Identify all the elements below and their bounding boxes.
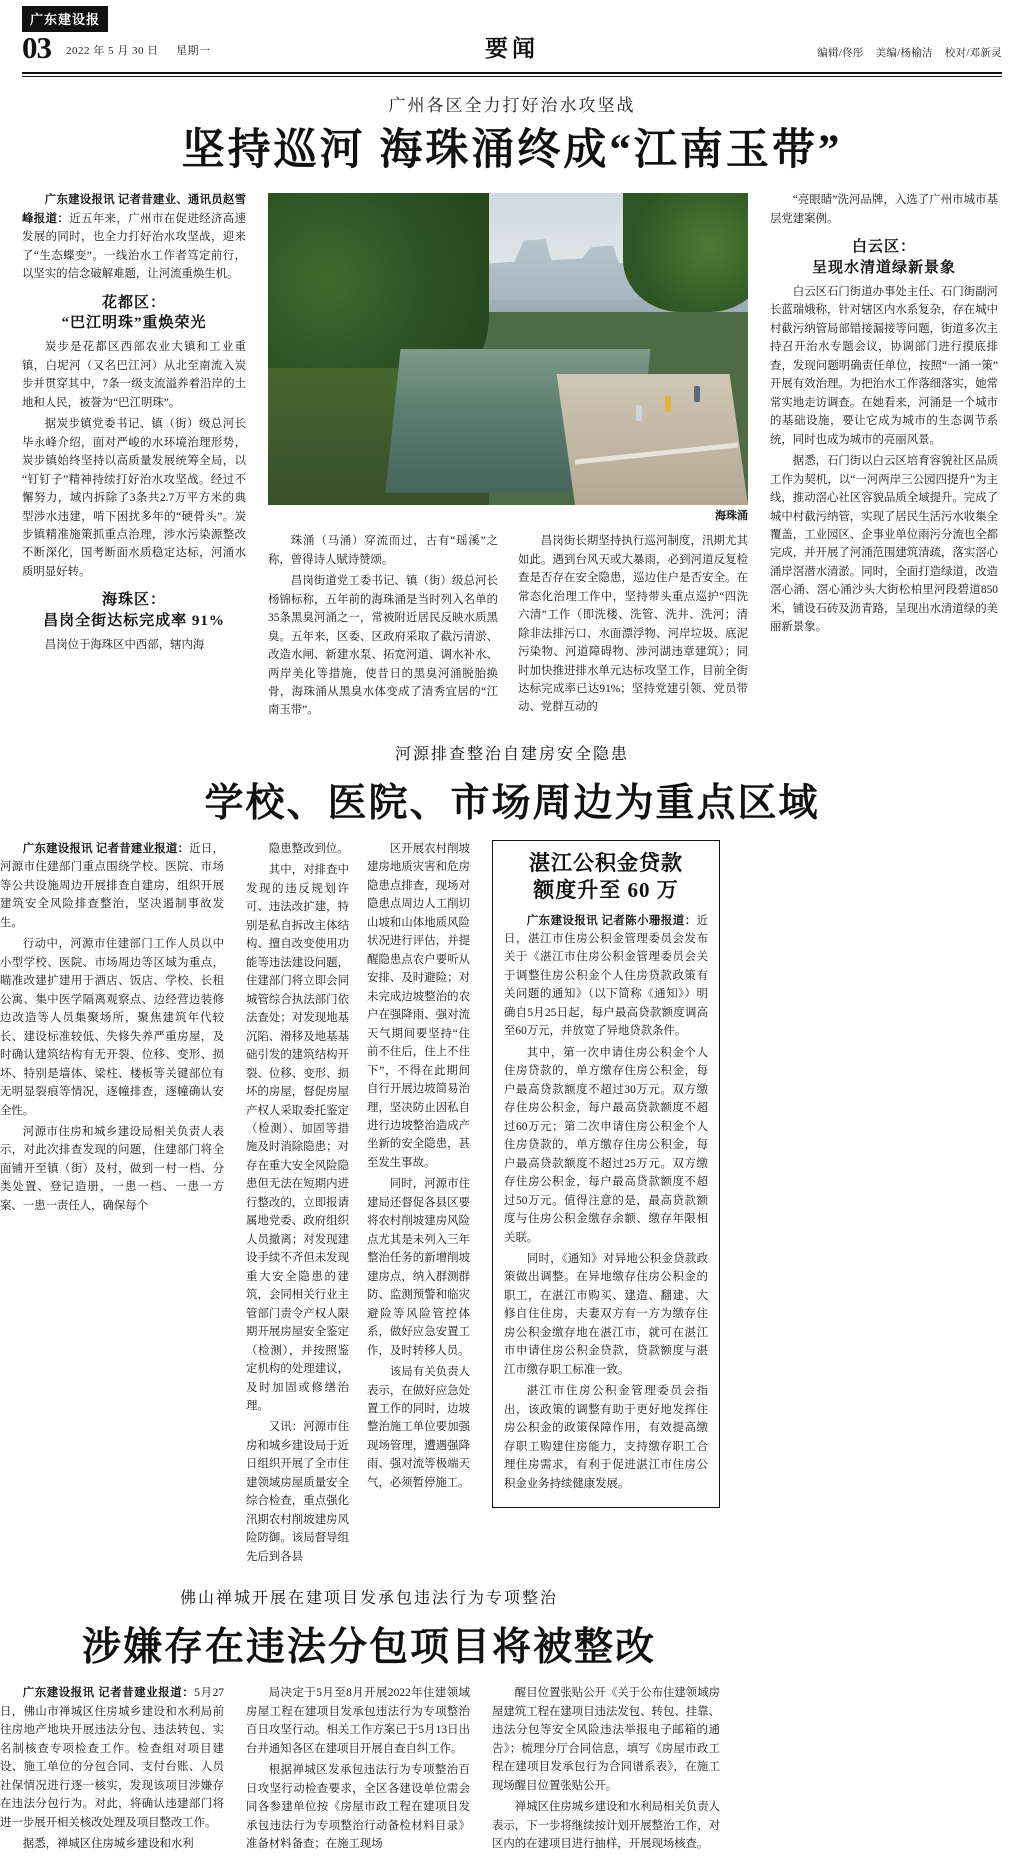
lead-column-3 [770,191,998,723]
photo-trees-right [623,193,748,312]
lead-column-2 [268,191,748,723]
lead-col2-p2: 昌岗街道党工委书记、镇（街）级总河长杨锦标称，五年前的海珠涌是当时列入名单的35条黑臭河涌之一，常被附近居民反映水质黑臭。五年来，区委、区政府采取了截污清淤、改造水闸、新建水泵、拓宽河道、调水补水、两岸美化等措施，使昔日的黑臭河涌脱胎换骨，海珠涌从黑臭水体变成了清秀宜居的“江南玉带”。 [268,575,498,717]
subhead-baiyun [770,237,998,278]
photo-walkway [557,374,748,505]
credit-proofreader: 校对/邓新灵 [944,48,1002,59]
article-3-headline: 涉嫌存在违法分包项目将被整改 [81,1626,656,1670]
article-2-col2-p1: 隐患整改到位。 [268,842,349,855]
article-2-byline: 广东建设报讯 记者昔建业报道： [22,842,190,855]
article-3-col2-p2: 根据禅城区发承包违法行为专项整治百日攻坚行动检查要求，全区各建设单位需会同各参建单位按《房屋市政工程在建项目发承包违法行为专项整治行动备检材料目录》准备材料备查；在施工现场 [246,1764,470,1850]
credits [808,45,1002,60]
article-2-column-2 [246,840,470,1569]
sidebar-title-line1: 湛江公积金贷款 [529,850,683,875]
newspaper-page [0,6,1024,1850]
lead-kicker: 广州各区全力打好治水攻坚战 [388,96,636,115]
article-3-byline: 广东建设报讯 记者昔建业报道： [22,1687,195,1700]
subhead-haizhu [22,590,246,631]
lead-columns [22,191,1002,723]
sidebar-title [504,850,708,905]
subhead-haizhu-line2: 昌岗全街达标完成率 91% [43,612,225,629]
subhead-baiyun-line1: 白云区： [851,239,916,256]
sidebar-body [504,912,708,1494]
page-number: 03 [22,30,51,65]
article-3 [22,1585,716,1672]
photo-caption: 海珠涌 [715,510,748,523]
lead-column-1 [22,191,246,723]
issue-date-text: 2022 年 5 月 30 日 [66,45,159,57]
lead-photo-wrap [268,193,748,526]
sidebar-byline-paragraph [504,912,708,1041]
subhead-huadu-line1: 花都区： [101,294,166,311]
article-2-col1-p1: 近日，河源市住建部门重点围绕学校、医院、市场等公共设施周边开展排查自建房，组织开展建筑安全风险排查整治，坚决遏制事故发生。 [0,842,224,929]
sidebar-p2: 其中，第一次申请住房公积金个人住房贷款的，单方缴存住房公积金，每户最高贷款额度不超过30万元。双方缴存住房公积金，每户最高贷款额度不超过60万元；第二次申请住房公积金个人住房贷款的，单方缴存住房公积金，每户最高贷款额度不超过25万元。双方缴存住房公积金，每户最高贷款额度不超过50万元。值得注意的是，最高贷款额度与住房公积金缴存余额、缴存年限相关联。 [504,1046,708,1244]
article-2-col1-p2: 行动中，河源市住建部门工作人员以中小型学校、医院、市场周边等区域为重点，瞄准改建扩建用于酒店、饭店、学校、长租公寓、集中医学隔离观察点、边经营边装修边改造等人员集聚场所，聚焦建筑年代较长、建设标准较低、失修失养严重房屋，及时确认建筑结构有无开裂、位移、变形、损坏、特别是墙体、梁柱、楼板等关键部位有无明显裂痕等情况，逐幢排查，逐幢确认安全性。 [0,938,224,1117]
lead-col2-right [518,532,748,723]
subhead-huadu [22,293,246,334]
lead-col3-p3: 据悉，石门街以白云区培育容貌社区品质工作为契机，以“一河两岸三公园四提升”为主线，推动滘心社区容貌品质全域提升。完成了城中村截污纳管，实现了居民生活污水收集全覆盖，工业园区、企事业单位雨污分流也全都完成，并开展了河涌范围建筑清疏，落实滘心涌岸滘潜水清淤。同时，全面打造绿道，改造滘心涌、滘心涌沙头大街松柏里河段碧道850米，铺设石砖及沥青路，呈现出水清道绿的美丽新景象。 [770,455,998,634]
lead-col2-p3: 昌岗街长期坚持执行巡河制度，汛期尤其如此。遇到台风天或大暴雨，必到河道反复检查是否存在安全隐患，巡边住户是否安全。在常态化治理工作中，坚持带头重点巡护“四洗六清”工作（即洗楼、洗管、洗井、洗河；清除非法排污口、水面漂浮物、河岸垃圾、底泥污染物、河道障碍物、涉河湖违章建筑）；同时加快推进排水单元达标攻坚工作，目前全街达标完成率已达91%；坚持党建引领、党员带动、党群互动的 [518,535,748,714]
article-3-col1-p1: 5月27日，佛山市禅城区住房城乡建设和水利局前往房地产地块开展违法分包、违法转包、实名制核查专项检查工作。检查组对项目建设、施工单位的分包合同、支付台账、人员社保情况进行逐一核实，发现该项目涉嫌存在违法分包行为。对此，将确认违建部门将进一步展开相关核改处理及项目整改工作。 [0,1687,224,1829]
subhead-haizhu-line1: 海珠区： [101,592,166,609]
masthead-rule-thick [22,72,1002,74]
lead-col1-p2: 炭步是花都区西部农业大镇和工业重镇，白坭河（又名巴江河）从北至南流入炭步并贯穿其中，7条一级支流溢养着沿岸的土地和人民，被誉为“巴江明珠”。 [22,341,246,409]
article-2-col2-left [246,840,349,1569]
credit-designer: 美编/杨榆洁 [875,48,933,59]
issue-weekday: 星期一 [176,45,211,57]
masthead-rule-thin [22,76,1002,77]
article-3-byline-paragraph [0,1684,224,1832]
sidebar-title-line2: 额度升至 60 万 [533,878,679,903]
article-3-columns [0,1684,1024,1856]
photo-pedestrian [665,396,671,412]
lead-col2-left [268,532,498,723]
subhead-baiyun-line2: 呈现水清道绿新景象 [811,259,956,276]
sidebar-column [492,840,720,1569]
masthead [22,6,1002,72]
article-3-col3-p2: 禅城区住房城乡建设和水利局相关负责人表示，下一步将继续按计划开展整治工作，对区内的在建项目进行抽样，开展现场核查。 [492,1801,720,1850]
lead-col3-p1: “亮眼睛”洗河品牌，入选了广州市城市基层党建案例。 [770,194,998,225]
article-3-col3-p1: 醒目位置张贴公开《关于公布住建领域房屋建筑工程在建项目违法发包、转包、挂靠、违法分包等安全风险违法举报电子邮箱的通告》；梳理分厅合同信息，填写《房屋市政工程在建项目发承包行为合同谱系表》，在施工现场醒目位置张贴公开。 [492,1687,720,1792]
sidebar-p4: 湛江市住房公积金管理委员会指出，该政策的调整有助于更好地发挥住房公积金的政策保障作用，有效提高缴存职工购建住房能力，支持缴存职工合理住房需求，有利于促进湛江市住房公积金业务持续健康发展。 [504,1385,708,1490]
river-photo [268,193,748,505]
article-2-kicker: 河源排查整治自建房安全隐患 [394,745,629,763]
article-2-col2-p3: 又讯：河源市住房和城乡建设局于近日组织开展了全市住建领域房屋质量安全综合检查，重点强化汛期农村削坡建房风险防御。该局督导组先后到各县 [246,1421,349,1563]
article-2-col2-right [367,840,470,1569]
article-3-col1-p2: 据悉，禅城区住房城乡建设和水利 [22,1837,194,1850]
article-2-col2-p2: 其中，对排查中发现的违反规划许可、违法改扩建，特别是私自拆改主体结构、擅自改变使用功能等违法建设问题，住建部门将立即会同城管综合执法部门依法查处；对发现地基沉陷、滑移及地基基础引发的建筑结构开裂、位移、变形、损坏的房屋，督促房屋产权人采取委托鉴定（检测）、加固等措施及时消除隐患；对存在重大安全风险隐患但无法在短期内进行整改的，立即报请属地党委、政府组织人员撤离；对发现建设手续不齐但未发现重大安全隐患的建筑，会同相关行业主管部门责令产权人限期开展房屋安全鉴定（检测），并按照鉴定机构的处理建议，及时加固或修缮治理。 [246,864,349,1412]
section-title: 要闻 [485,36,539,61]
credit-editor: 编辑/佟彤 [817,48,864,59]
lead-article [22,91,1002,175]
article-2-col1-p3: 河源市住房和城乡建设局相关负责人表示，对此次排查发现的问题，住建部门将全面铺开至镇（街）及村，做到一村一档、分类处置、登记造册，一患一档、一患一方案、一患一责任人，确保每个 [0,1125,224,1212]
lead-byline: 广东建设报讯 记者昔建业、通讯员赵雪峰报道： [22,194,246,225]
article-3-column-3 [492,1684,720,1856]
sidebar-p1: 近日，湛江市住房公积金管理委员会发布关于《湛江市住房公积金管理委员会关于调整住房公积金个人住房贷款政策有关问题的通知》（以下简称《通知》）明确自5月25日起，每户最高贷款额度调高至60万元，并放宽了异地贷款条件。 [504,914,708,1038]
subhead-huadu-line2: “巴江明珠”重焕荣光 [61,315,207,332]
article-2-byline-paragraph [0,840,224,932]
article-3-kicker: 佛山禅城开展在建项目发承包违法行为专项整治 [179,1590,558,1608]
article-2-col2-p4: 区开展农村削坡建房地质灾害和危房隐患点排查，现场对隐患点周边人工削切山坡和山体地质风险状况进行评估，并提醒隐患点农户要听从安排、及时避险；对未完成边坡整治的农户在强降雨、强对流天气期间要坚持“住前不住后，住上不住下”，不得在此期间自行开展边坡简易治理，坚决防止因私自进行边坡整治造成产坐新的安全隐患，甚至发生事故。 [367,842,470,1169]
article-2-headline: 学校、医院、市场周边为重点区域 [204,781,820,825]
photo-pedestrian [694,386,700,402]
article-2-col2-p5: 同时，河源市住建局还督促各县区要将农村削坡建房风险点尤其是未列入三年整治任务的新增削坡建房点，纳入群测群防、监测预警和临灾避险等风险管控体系，做好应急安置工作，及时转移人员。 [367,1178,470,1357]
sidebar-byline: 广东建设报讯 记者陈小珊报道： [526,914,697,927]
article-2-columns [0,840,1024,1569]
article-3-col2-p1: 局决定于5月至8月开展2022年住建领域房屋工程在建项目发承包违法行为专项整治百日攻坚行动。相关工作方案已于5月13日出台并通知各区在建项目开展自查自纠工作。 [246,1687,470,1755]
article-2-col2-p6: 该局有关负责人表示，在做好应急处置工作的同时，边坡整治施工单位要加强现场管理，遭遇强降雨、强对流等极端天气，必须暂停施工。 [367,1366,470,1489]
lead-col1-p3: 据炭步镇党委书记、镇（街）级总河长毕永峰介绍，面对严峻的水环境治理形势，炭步镇始终坚持以高质量发展统筹全局，以“钉钉子”精神持续打好治水攻坚战。经过不懈努力，域内拆除了3条共2.7万平方米的典型涉水违建，啃下困扰多年的“硬骨头”。炭步镇精准施策抓重点治理，涉水污染源整改不断深化，国考断面水质稳定达标，河涌水质明显好转。 [22,418,246,578]
lead-col3-p2: 白云区石门街道办事处主任、石门街副河长蓝瑞娥称，针对辖区内水系复杂，存在城中村截污纳管局部错接漏接等问题，街道多次主持召开治水专题会议，协调部门进行摸底排查，发现问题明确责任单位，按照“一涌一策”开展有效治理。为把治水工作落细落实，她常常实地走访调查。在她看来，河涌是一个城市的基础设施，要让它成为城市的生态调节系统，同时也成为城市的亮丽风景。 [770,285,998,446]
lead-col2-p1: 珠涌（马涌）穿流而过，古有“瑶溪”之称，曾得诗人赋诗赞颂。 [268,535,498,566]
article-3-column-1 [0,1684,224,1856]
photo-pedestrian [636,405,642,421]
sidebar-p3: 同时，《通知》对异地公积金贷款政策做出调整。在异地缴存住房公积金的职工，在湛江市购买、建造、翻建、大修自住住房，夫妻双方有一方为缴存住房公积金缴存地在湛江市，就可在湛江市申请住房公积金贷款，贷款额度与湛江市缴存职工标准一致。 [504,1252,708,1376]
sidebar-box-zhanjiang [492,840,720,1508]
lead-byline-paragraph [22,191,246,283]
lead-col1-p4: 昌岗位于海珠区中西部，辖内海 [44,638,205,651]
article-3-column-2 [246,1684,470,1856]
article-2 [22,741,1002,828]
article-2-column-1 [0,840,224,1569]
lead-col1-p1: 近五年来，广州市在促进经济高速发展的同时，也全力打好治水攻坚战，迎来了“生态蝶变”。一线治水工作者笃定前行，以坚实的信念破解难题，让河流重焕生机。 [22,212,246,281]
paper-name: 广东建设报 [22,6,108,32]
lead-headline: 坚持巡河 海珠涌终成“江南玉带” [181,127,843,174]
